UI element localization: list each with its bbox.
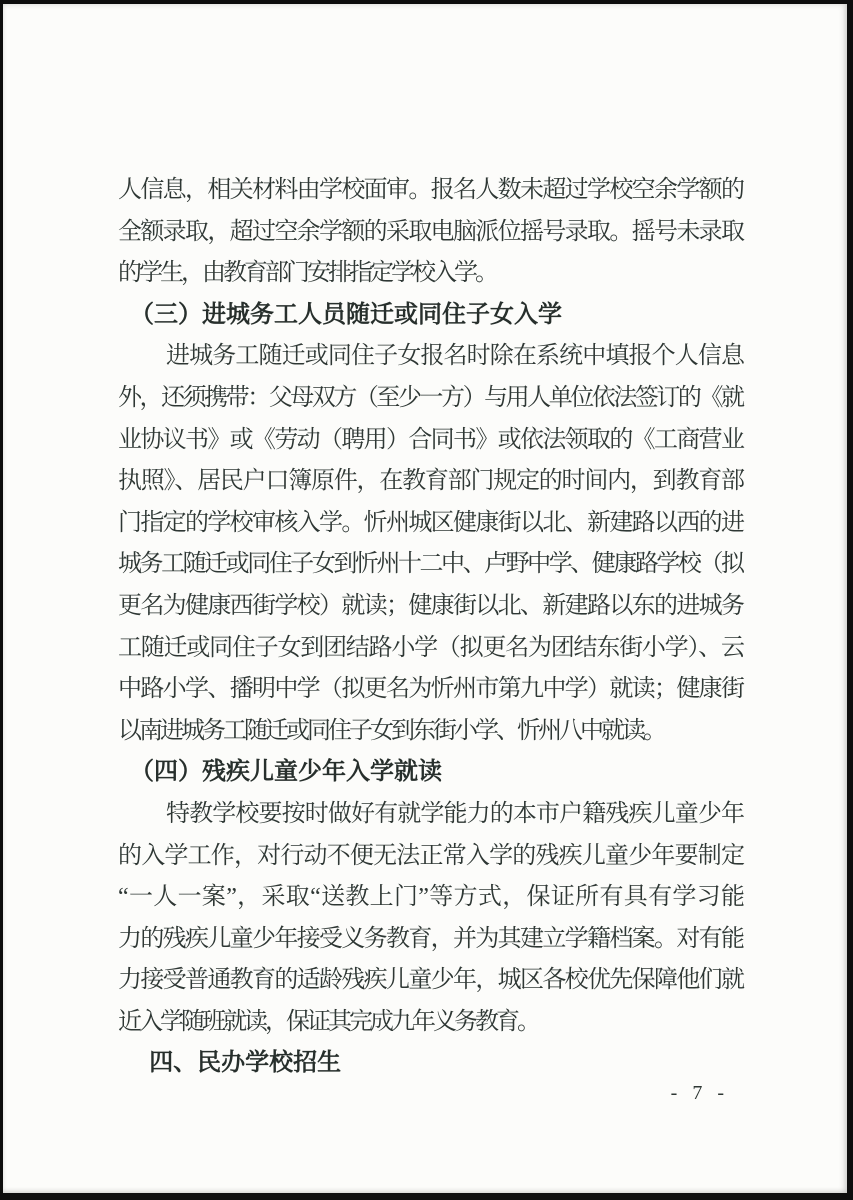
text-line: 城务工随迁或同住子女到忻州十二中、卢野中学、健康路学校（拟	[118, 551, 742, 578]
text-line: 力接受普通教育的适龄残疾儿童少年，城区各校优先保障他们就	[118, 967, 742, 994]
text-line: 门指定的学校审核入学。忻州城区健康街以北、新建路以西的进	[118, 509, 742, 536]
text-line: 人信息，相关材料由学校面审。报名人数未超过学校空余学额的	[118, 177, 742, 203]
heading-line: 四、民办学校招生	[149, 1050, 342, 1077]
text-line: “一人一案”，采取“送教上门”等方式，保证所有具有学习能	[118, 884, 742, 911]
text-line: 进城务工随迁或同住子女报名时除在系统中填报个人信息	[166, 343, 742, 370]
text-line: 外，还须携带：父母双方（至少一方）与用人单位依法签订的《就	[118, 384, 742, 411]
page-number: - 7 -	[670, 1082, 729, 1104]
text-line: 力的残疾儿童少年接受义务教育，并为其建立学籍档案。对有能	[118, 925, 742, 952]
text-line: 更名为健康西街学校）就读；健康街以北、新建路以东的进城务	[118, 592, 742, 619]
document-page	[3, 4, 847, 1193]
text-line: 近入学随班就读，保证其完成九年义务教育。	[118, 1008, 538, 1035]
text-line: 工随迁或同住子女到团结路小学（拟更名为团结东街小学）、云	[118, 634, 742, 661]
heading-line: （四）残疾儿童少年入学就读	[130, 759, 442, 786]
text-line: 全额录取，超过空余学额的采取电脑派位摇号录取。摇号未录取	[118, 218, 742, 245]
text-line: 中路小学、播明中学（拟更名为忻州市第九中学）就读；健康街	[118, 676, 742, 703]
document-body	[118, 170, 742, 1085]
text-line: 业协议书》或《劳动（聘用）合同书》或依法领取的《工商营业	[118, 426, 742, 453]
text-line: 执照》、居民户口簿原件，在教育部门规定的时间内，到教育部	[118, 468, 742, 495]
text-line: 的学生，由教育部门安排指定学校入学。	[118, 260, 496, 287]
text-line: 以南进城务工随迁或同住子女到东街小学、忻州八中就读。	[118, 717, 664, 744]
text-line: 的入学工作，对行动不便无法正常入学的残疾儿童少年要制定	[118, 842, 742, 869]
text-line: 特教学校要按时做好有就学能力的本市户籍残疾儿童少年	[166, 800, 742, 827]
heading-line: （三）进城务工人员随迁或同住子女入学	[130, 301, 562, 328]
